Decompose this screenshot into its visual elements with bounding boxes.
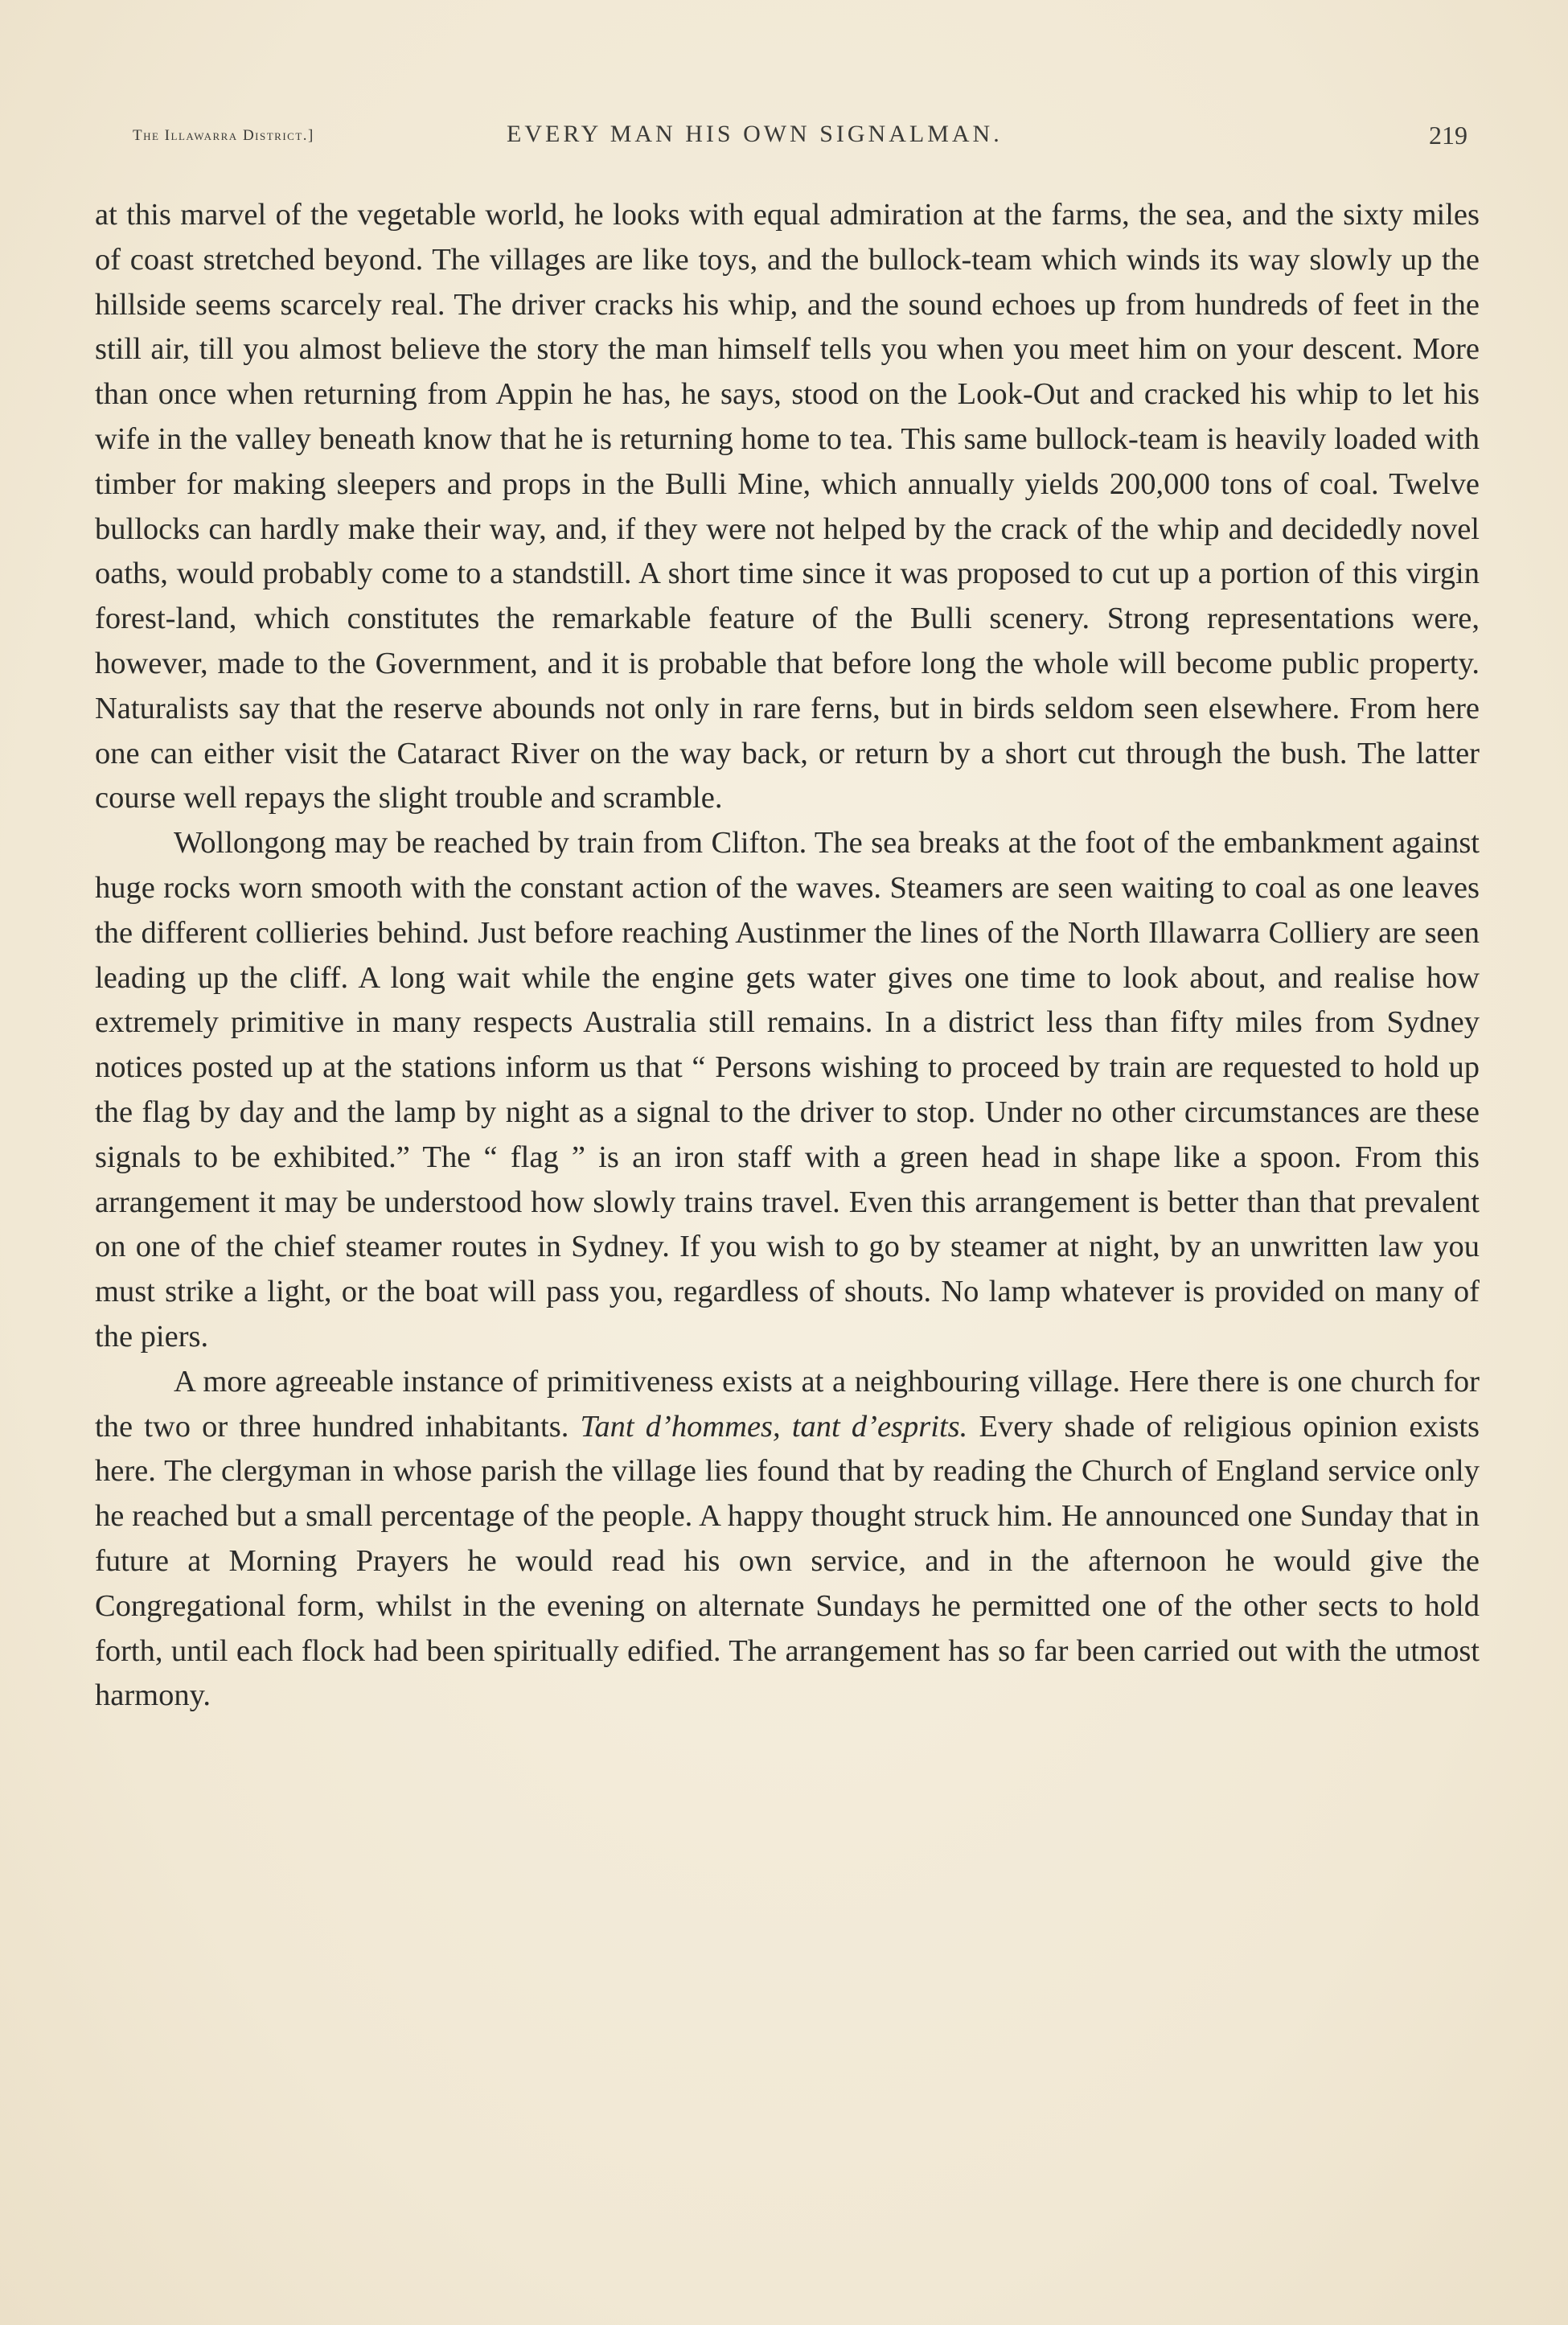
running-head (133, 121, 1467, 161)
page-number: 219 (1429, 121, 1467, 150)
paragraph-1: at this marvel of the vegetable world, he looks with equal admiration at the farms, the sea, and the sixty miles of coast stretched beyond. The villages are like toys, and the bullock-team which winds its way slowly up the hillside seems scarcely real. The driver cracks his whip, and the sound echoes up from hundreds of feet in the still air, till you almost believe the story the man himself tells you when you meet him on your descent. More than once when returning from Appin he has, he says, stood on the Look-Out and cracked his whip to let his wife in the valley beneath know that he is returning home to tea. This same bullock-team is heavily loaded with timber for making sleepers and props in the Bulli Mine, which annually yields 200,000 tons of coal. Twelve bullocks can hardly make their way, and, if they were not helped by the crack of the whip and decidedly novel oaths, would probably come to a standstill. A short time since it was proposed to cut up a portion of this virgin forest-land, which constitutes the remarkable feature of the Bulli scenery. Strong representations were, however, made to the Government, and it is probable that before long the whole will become public property. Naturalists say that the reserve abounds not only in rare ferns, but in birds seldom seen elsewhere. From here one can either visit the Cataract River on the way back, or return by a short cut through the bush. The latter course well repays the slight trouble and scramble. (95, 198, 1480, 815)
running-head-title: EVERY MAN HIS OWN SIGNALMAN. (507, 121, 1003, 147)
paragraph-3-text-before: A more agreeable instance of primitiveness exists at a neighbouring village. Here there is one church for the two or three hundred inhabitants. (95, 1364, 1480, 1444)
running-head-section: The Illawarra District.] (133, 127, 314, 144)
body-text (95, 193, 1480, 1719)
paragraph-2: Wollongong may be reached by train from Clifton. The sea breaks at the foot of the embankment against huge rocks worn smooth with the constant action of the waves. Steamers are seen waiting to coal as one leaves the different collieries behind. Just before reaching Austinmer the lines of the North Illawarra Colliery are seen leading up the cliff. A long wait while the engine gets water gives one time to look about, and realise how extremely primitive in many respects Australia still remains. In a district less than fifty miles from Sydney notices posted up at the stations inform us that “ Persons wishing to proceed by train are requested to hold up the flag by day and the lamp by night as a signal to the driver to stop. Under no other circumstances are these signals to be exhibited.” The “ flag ” is an iron staff with a green head in shape like a spoon. From this arrangement it may be understood how slowly trains travel. Even this arrangement is better than that prevalent on one of the chief steamer routes in Sydney. If you wish to go by steamer at night, by an unwritten law you must strike a light, or the boat will pass you, regardless of shouts. No lamp whatever is provided on many of the piers. (95, 826, 1480, 1354)
paragraph-3 (95, 1360, 1480, 1719)
paragraph-3-text-after: Every shade of religious opinion exists here. The clergyman in whose parish the village lies found that by reading the Church of England service only he reached but a small percentage of the people. A happy thought struck him. He announced one Sunday that in future at Morning Prayers he would read his own service, and in the afternoon he would give the Congregational form, whilst in the evening on alternate Sundays he permitted one of the other sects to hold forth, until each flock had been spiritually edified. The arrangement has so far been carried out with the utmost harmony. (95, 1409, 1480, 1713)
paragraph-3-italic-phrase: Tant d’hommes, tant d’esprits. (580, 1409, 968, 1444)
